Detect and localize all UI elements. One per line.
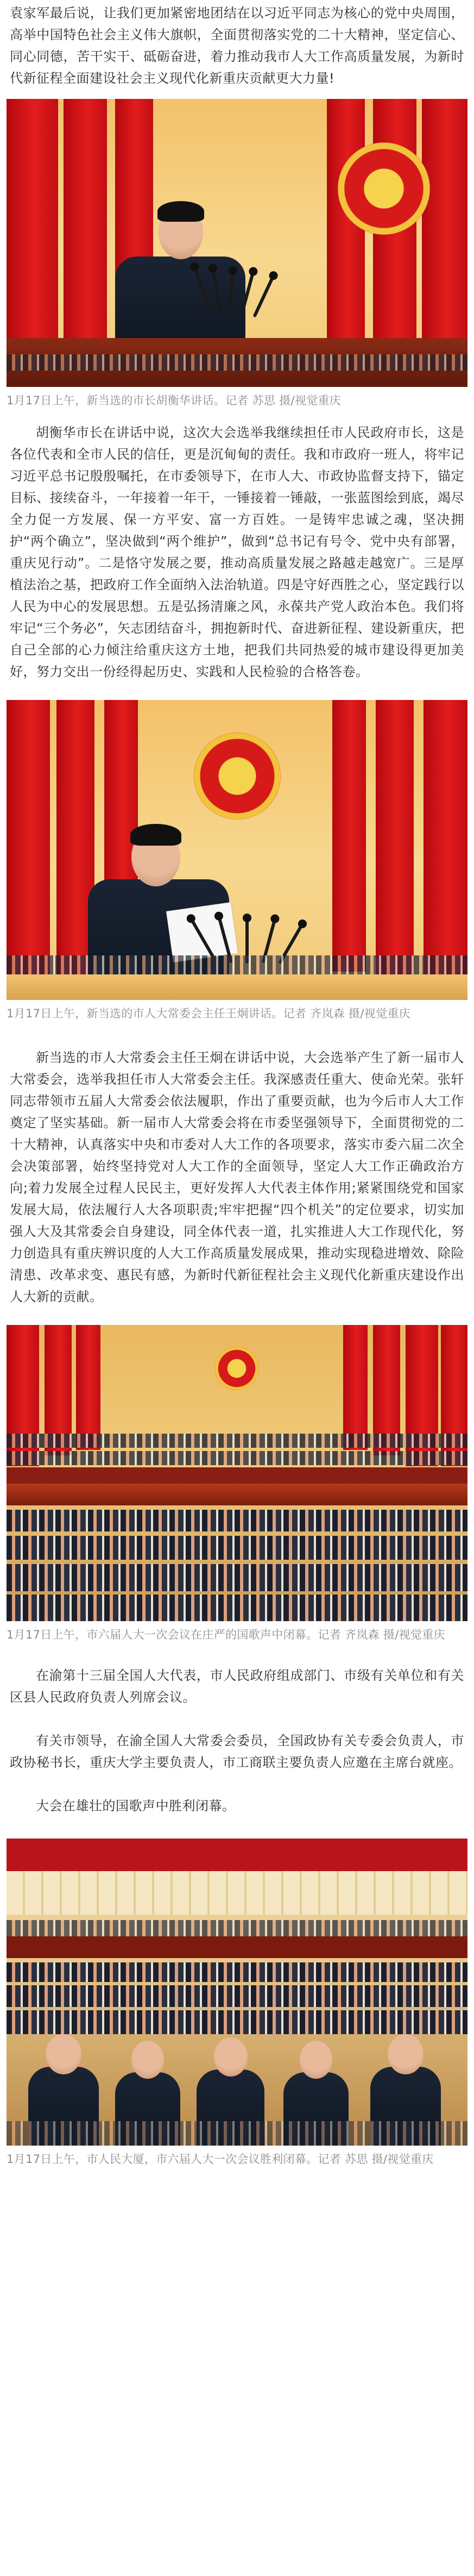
paragraph-director-speech: 新当选的市人大常委会主任王炯在讲话中说，大会选举产生了新一届市人大常委会，选举我担任市人大常委会主任。我深感责任重大、使命光荣。张轩同志带领市五届人大常委会依法履职，作出了重要贡献，也为今后市人大工作奠定了坚实基础。新一届市人大常委会将在市委坚强领导下，全面贯彻党的二十大精神，认真落实中央和市委对人大工作的各项要求，落实市委六届二次全会决策部署，始终坚持党对人大工作的全面领导，坚定人大工作正确政治方向;着力发展全过程人民民主，更好发挥人大代表主体作用;紧紧围绕党和国家发展大局，依法履行人大各项职责;牢牢把握“四个机关”的定位要求，切实加强人大及其常委会自身建设，同全体代表一道，扎实推进人大工作现代化，努力创造具有重庆辨识度的人大工作高质量发展成果，推动实现稳进增效、除险清患、改革求变、惠民有感，为新时代新征程社会主义现代化新重庆建设作出人大新的贡献。	[10, 1050, 464, 1304]
photo-mayor-speech	[7, 99, 467, 387]
photo-caption-4: 1月17日上午，市人民大厦，市六届人大一次会议胜利闭幕。记者 苏思 摄/视觉重庆	[7, 2153, 434, 2166]
article	[0, 2, 474, 2168]
photo-caption-1: 1月17日上午，新当选的市长胡衡华讲话。记者 苏思 摄/视觉重庆	[7, 394, 342, 407]
photo-caption-3: 1月17日上午，市六届人大一次会议在庄严的国歌声中闭幕。记者 齐岚森 摄/视觉重庆	[7, 1628, 445, 1641]
national-emblem-icon	[338, 142, 430, 235]
national-emblem-icon	[194, 733, 281, 820]
photo-caption-2: 1月17日上午，新当选的市人大常委会主任王炯讲话。记者 齐岚森 摄/视觉重庆	[7, 1007, 410, 1020]
photo-director-speech	[7, 700, 467, 1000]
national-emblem-icon	[215, 1347, 258, 1390]
paragraph-rostrum: 有关市领导，在渝全国人大常委会委员，全国政协有关专委会负责人，市政协秘书长，重庆大学主要负责人，市工商联主要负责人应邀在主席台就座。	[10, 1733, 464, 1770]
paragraph-attendees: 在渝第十三届全国人大代表，市人民政府组成部门、市级有关单位和有关区县人民政府负责人列席会议。	[10, 1668, 464, 1705]
paragraph-closing: 大会在雄壮的国歌声中胜利闭幕。	[36, 1798, 236, 1814]
paragraph-mayor-speech: 胡衡华市长在讲话中说，这次大会选举我继续担任市人民政府市长，这是各位代表和全市人民的信任，更是沉甸甸的责任。我和市政府一班人，将牢记习近平总书记殷殷嘱托，在市委领导下，在市人大、市政协监督支持下，锚定目标、接续奋斗，一年接着一年干，一锤接着一锤敲，一张蓝图绘到底，竭尽全力促一方发展、保一方平安、富一方百姓。一是铸牢忠诚之魂，坚决拥护“两个确立”，坚决做到“两个维护”，做到“总书记有号令、党中央有部署，重庆见行动”。二是恪守发展之要，推动高质量发展之路越走越宽广。三是厚植法治之基，把政府工作全面纳入法治轨道。四是守好西胜之心，坚定践行以人民为中心的发展思想。五是弘扬清廉之风，永葆共产党人政治本色。我们将牢记“三个务必”，矢志团结奋斗，拥抱新时代、奋进新征程、建设新重庆，把自己全部的心力倾注给重庆这方土地，把我们共同热爱的城市建设得更加美好，努力交出一份经得起历史、实践和人民检验的合格答卷。	[10, 425, 464, 679]
paragraph-closing-remarks: 袁家军最后说，让我们更加紧密地团结在以习近平同志为核心的党中央周围，高举中国特色社会主义伟大旗帜，全面贯彻落实党的二十大精神，坚定信心、同心同德，苦干实干、砥砺奋进，着力推动我市人大工作高质量发展，为新时代新征程全面建设社会主义现代化新重庆贡献更大力量!	[10, 5, 464, 86]
photo-closing-applause	[7, 1839, 467, 2146]
photo-assembly-hall	[7, 1325, 467, 1621]
